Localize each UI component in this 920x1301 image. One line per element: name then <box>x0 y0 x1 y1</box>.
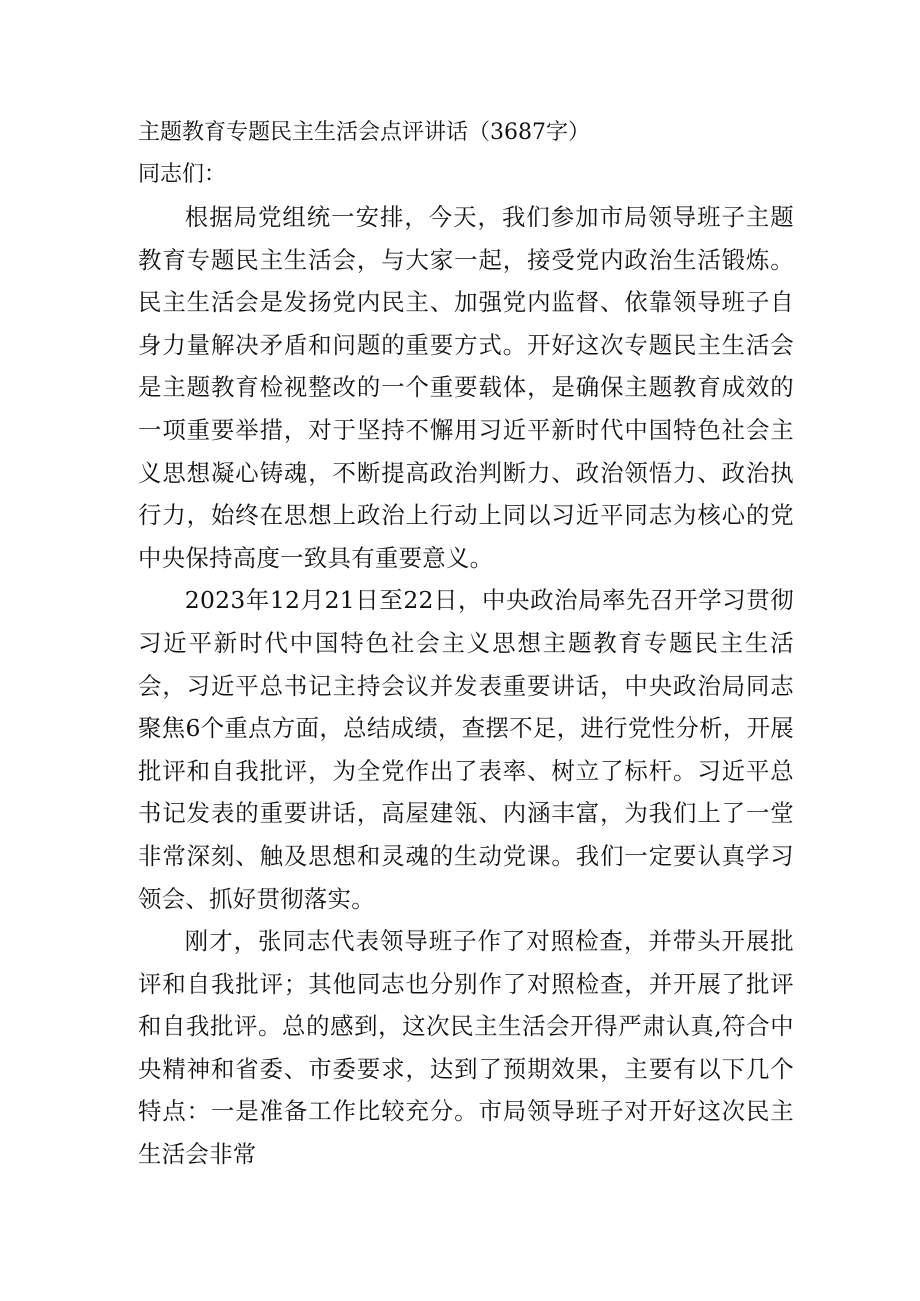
paragraph-3: 刚才，张同志代表领导班子作了对照检查，并带头开展批评和自我批评；其他同志也分别作了对照检查，并开展了批评和自我批评。总的感到，这次民主生活会开得严肃认真,符合中央精神和省委、市委要求，达到了预期效果，主要有以下几个特点：一是准备工作比较充分。市局领导班子对开好这次民主生活会非常 <box>138 927 794 1169</box>
document-title: 主题教育专题民主生活会点评讲话（3687字） <box>138 120 590 145</box>
paragraph-2: 2023年12月21日至22日，中央政治局率先召开学习贯彻习近平新时代中国特色社会主义思想主题教育专题民主生活会，习近平总书记主持会议并发表重要讲话，中央政治局同志聚焦6个重点方面，总结成绩，查摆不足，进行党性分析，开展批评和自我批评，为全党作出了表率、树立了标杆。习近平总书记发表的重要讲话，高屋建瓴、内涵丰富，为我们上了一堂非常深刻、触及思想和灵魂的生动党课。我们一定要认真学习领会、抓好贯彻落实。 <box>138 586 794 913</box>
salutation: 同志们： <box>138 162 227 187</box>
document-page <box>138 112 794 1176</box>
paragraph-1: 根据局党组统一安排，今天，我们参加市局领导班子主题教育专题民主生活会，与大家一起，接受党内政治生活锻炼。民主生活会是发扬党内民主、加强党内监督、依靠领导班子自身力量解决矛盾和问题的重要方式。开好这次专题民主生活会是主题教育检视整改的一个重要载体，是确保主题教育成效的一项重要举措，对于坚持不懈用习近平新时代中国特色社会主义思想凝心铸魂，不断提高政治判断力、政治领悟力、政治执行力，始终在思想上政治上行动上同以习近平同志为核心的党中央保持高度一致具有重要意义。 <box>138 203 794 572</box>
